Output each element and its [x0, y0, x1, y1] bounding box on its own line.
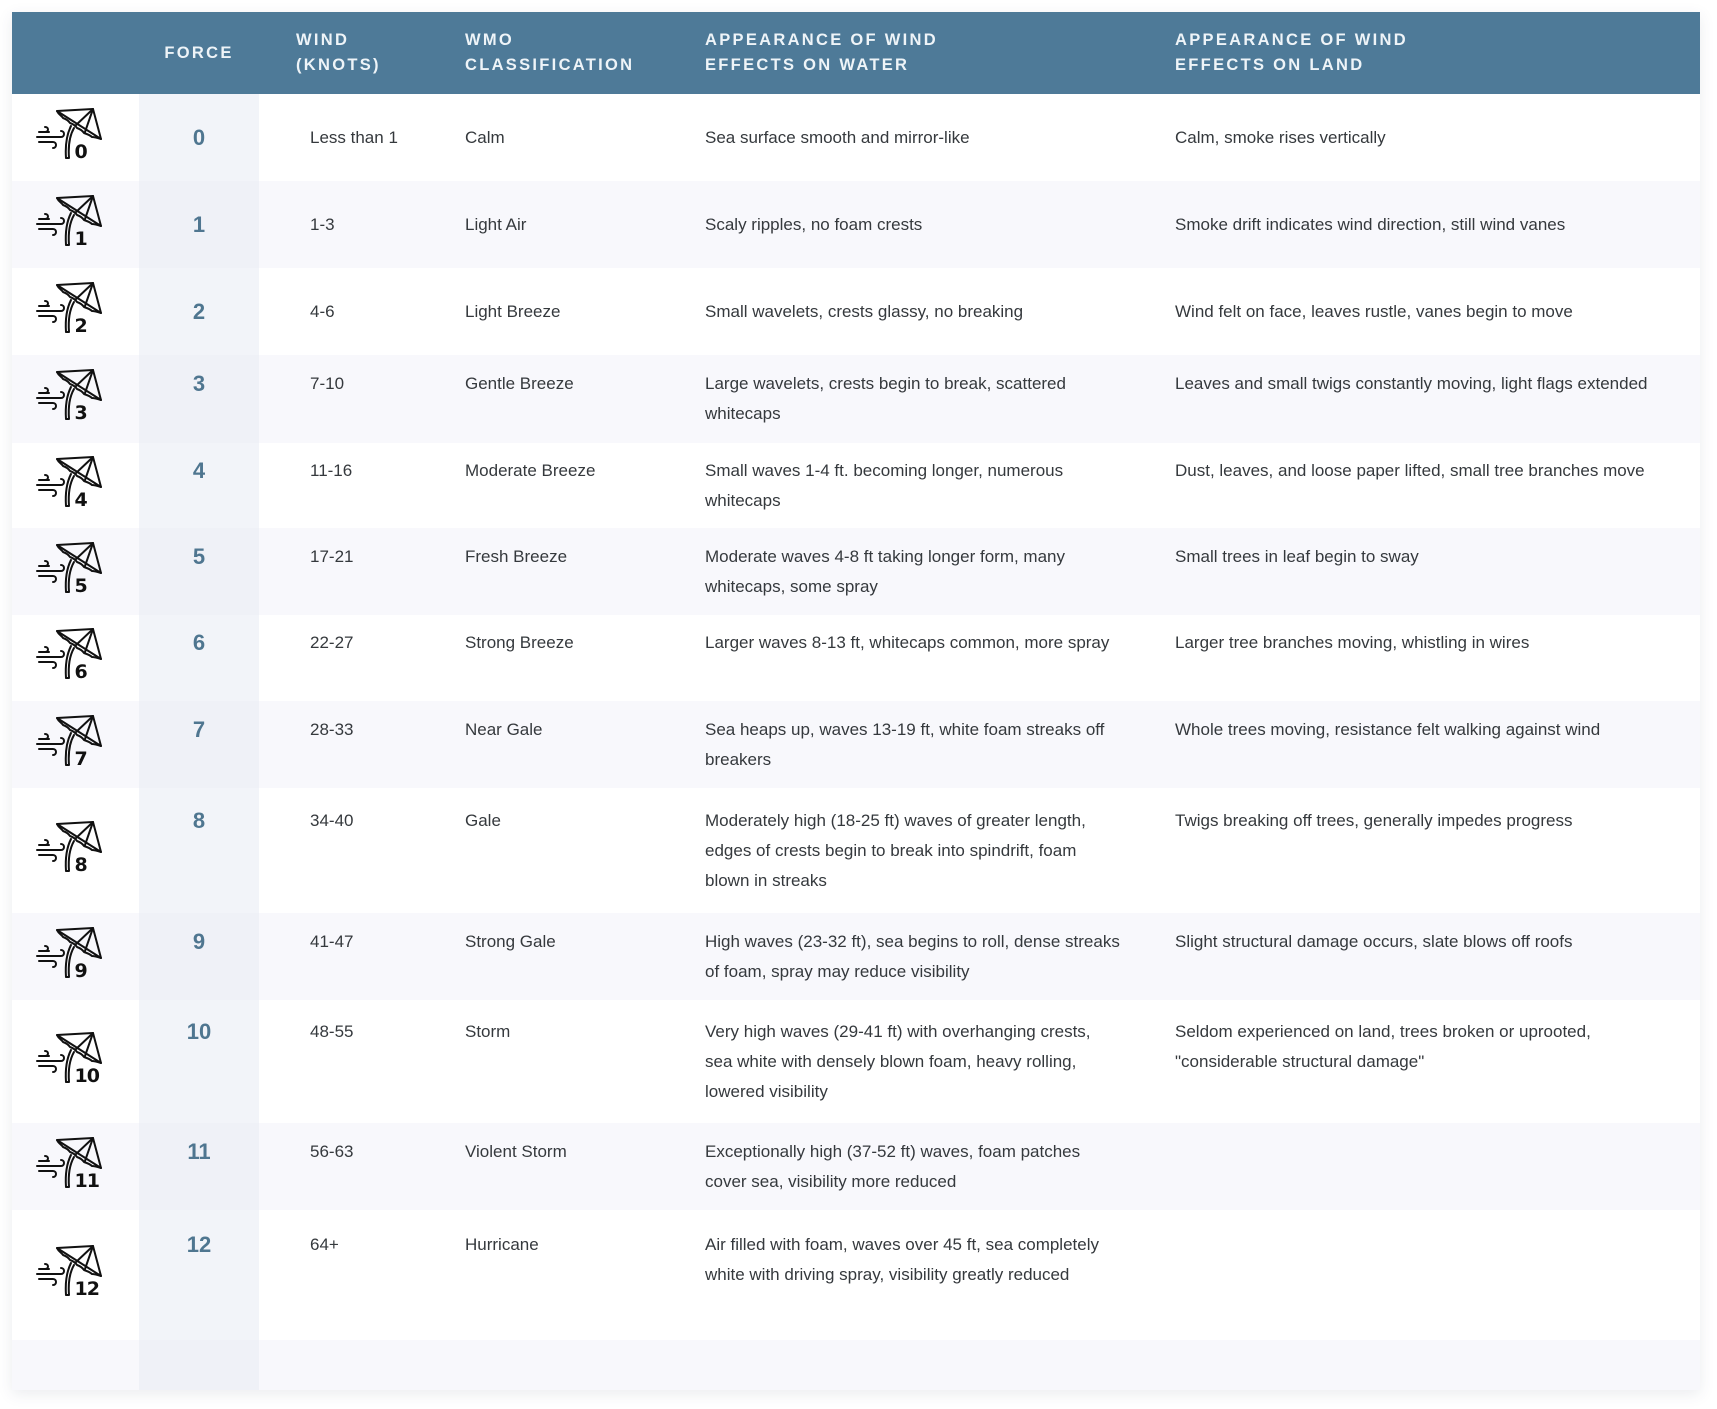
- header-wind-line2: (KNOTS): [296, 56, 381, 74]
- umbrella-wind-icon: [35, 102, 107, 164]
- table-header: [12, 12, 1700, 94]
- effects-on-land-cell: Smoke drift indicates wind direction, still wind vanes: [1160, 181, 1700, 268]
- wind-knots-cell: 64+: [259, 1210, 445, 1340]
- wind-knots-cell: 17-21: [259, 528, 445, 615]
- wind-knots-cell: 34-40: [259, 788, 445, 913]
- wind-knots-cell: 28-33: [259, 701, 445, 788]
- header-land-line1: APPEARANCE OF WIND: [1175, 31, 1408, 49]
- header-wmo-classification: [445, 12, 685, 94]
- effects-on-land-cell: [1160, 1123, 1700, 1210]
- effects-on-water-cell: Moderate waves 4-8 ft taking longer form, many whitecaps, some spray: [685, 528, 1160, 615]
- icon-cell: [12, 1000, 139, 1123]
- icon-cell: [12, 701, 139, 788]
- umbrella-wind-icon: [35, 450, 107, 512]
- wmo-classification-cell: Light Breeze: [445, 268, 685, 355]
- table-spacer-row: [12, 1340, 1700, 1390]
- wind-knots-cell: 4-6: [259, 268, 445, 355]
- table-row-force-6: [12, 615, 1700, 701]
- effects-on-land-cell: Small trees in leaf begin to sway: [1160, 528, 1700, 615]
- wmo-classification-cell: Storm: [445, 1000, 685, 1123]
- force-cell: 12: [139, 1210, 259, 1340]
- table-row-force-12: [12, 1210, 1700, 1340]
- wmo-classification-cell: Gentle Breeze: [445, 355, 685, 443]
- wmo-classification-cell: Hurricane: [445, 1210, 685, 1340]
- header-icon-column: [12, 12, 139, 94]
- table-row-force-2: [12, 268, 1700, 355]
- force-cell: 10: [139, 1000, 259, 1123]
- header-effects-on-water: [685, 12, 1160, 94]
- force-cell: 4: [139, 443, 259, 528]
- umbrella-wind-icon: [35, 921, 107, 983]
- effects-on-land-cell: Larger tree branches moving, whistling in wires: [1160, 615, 1700, 701]
- wind-knots-cell: 41-47: [259, 913, 445, 1000]
- icon-cell: [12, 788, 139, 913]
- icon-cell: [12, 615, 139, 701]
- effects-on-water-cell: Small wavelets, crests glassy, no breaking: [685, 268, 1160, 355]
- table-row-force-5: [12, 528, 1700, 615]
- table-row-force-10: [12, 1000, 1700, 1123]
- header-wind-line1: WIND: [296, 31, 350, 49]
- icon-force-number: 2: [74, 314, 88, 337]
- force-cell: 9: [139, 913, 259, 1000]
- effects-on-water-cell: Exceptionally high (37-52 ft) waves, foam patches cover sea, visibility more reduced: [685, 1123, 1160, 1210]
- wind-knots-cell: 11-16: [259, 443, 445, 528]
- effects-on-land-cell: Seldom experienced on land, trees broken or uprooted, "considerable structural damage": [1160, 1000, 1700, 1123]
- umbrella-wind-icon: [35, 276, 107, 338]
- spacer-cell: [259, 1340, 445, 1390]
- wind-knots-cell: 7-10: [259, 355, 445, 443]
- effects-on-land-cell: Whole trees moving, resistance felt walking against wind: [1160, 701, 1700, 788]
- spacer-cell: [445, 1340, 685, 1390]
- icon-force-number: 11: [74, 1169, 99, 1192]
- wind-knots-cell: 56-63: [259, 1123, 445, 1210]
- effects-on-water-cell: High waves (23-32 ft), sea begins to roll, dense streaks of foam, spray may reduce visibility: [685, 913, 1160, 1000]
- spacer-cell: [1160, 1340, 1700, 1390]
- header-effects-on-land: [1160, 12, 1700, 94]
- effects-on-water-cell: Sea heaps up, waves 13-19 ft, white foam streaks off breakers: [685, 701, 1160, 788]
- table-body: [12, 94, 1700, 1390]
- effects-on-land-cell: [1160, 1210, 1700, 1340]
- icon-cell: [12, 1123, 139, 1210]
- umbrella-wind-icon: [35, 622, 107, 684]
- umbrella-wind-icon: [35, 536, 107, 598]
- icon-cell: [12, 94, 139, 181]
- force-cell: 5: [139, 528, 259, 615]
- wmo-classification-cell: Moderate Breeze: [445, 443, 685, 528]
- effects-on-land-cell: Calm, smoke rises vertically: [1160, 94, 1700, 181]
- force-cell: 2: [139, 268, 259, 355]
- spacer-cell: [685, 1340, 1160, 1390]
- effects-on-water-cell: Moderately high (18-25 ft) waves of greater length, edges of crests begin to break into spindrift, foam blown in streaks: [685, 788, 1160, 913]
- header-land-line2: EFFECTS ON LAND: [1175, 56, 1365, 74]
- table-row-force-9: [12, 913, 1700, 1000]
- wind-knots-cell: 22-27: [259, 615, 445, 701]
- icon-cell: [12, 1210, 139, 1340]
- force-cell: 7: [139, 701, 259, 788]
- spacer-cell: [139, 1340, 259, 1390]
- effects-on-water-cell: Sea surface smooth and mirror-like: [685, 94, 1160, 181]
- effects-on-water-cell: Scaly ripples, no foam crests: [685, 181, 1160, 268]
- wmo-classification-cell: Violent Storm: [445, 1123, 685, 1210]
- icon-cell: [12, 268, 139, 355]
- wmo-classification-cell: Calm: [445, 94, 685, 181]
- icon-force-number: 4: [74, 488, 88, 511]
- force-cell: 1: [139, 181, 259, 268]
- table-row-force-4: [12, 443, 1700, 528]
- umbrella-wind-icon: [35, 1131, 107, 1193]
- effects-on-water-cell: Larger waves 8-13 ft, whitecaps common, more spray: [685, 615, 1160, 701]
- umbrella-wind-icon: [35, 815, 107, 877]
- force-cell: 11: [139, 1123, 259, 1210]
- force-cell: 0: [139, 94, 259, 181]
- header-water-line2: EFFECTS ON WATER: [705, 56, 910, 74]
- header-wind-knots: [259, 12, 445, 94]
- umbrella-wind-icon: [35, 1026, 107, 1088]
- effects-on-land-cell: Leaves and small twigs constantly moving, light flags extended: [1160, 355, 1700, 443]
- wmo-classification-cell: Light Air: [445, 181, 685, 268]
- icon-force-number: 9: [74, 959, 88, 982]
- table-row-force-7: [12, 701, 1700, 788]
- effects-on-water-cell: Small waves 1-4 ft. becoming longer, numerous whitecaps: [685, 443, 1160, 528]
- table-row-force-8: [12, 788, 1700, 913]
- icon-cell: [12, 355, 139, 443]
- header-water-line1: APPEARANCE OF WIND: [705, 31, 938, 49]
- effects-on-land-cell: Wind felt on face, leaves rustle, vanes begin to move: [1160, 268, 1700, 355]
- force-cell: 6: [139, 615, 259, 701]
- wmo-classification-cell: Gale: [445, 788, 685, 913]
- table-row-force-11: [12, 1123, 1700, 1210]
- table-row-force-1: [12, 181, 1700, 268]
- icon-force-number: 0: [74, 140, 88, 163]
- table-row-force-0: [12, 94, 1700, 181]
- icon-force-number: 6: [74, 661, 88, 683]
- header-wmo-line1: WMO: [465, 31, 515, 49]
- wmo-classification-cell: Strong Breeze: [445, 615, 685, 701]
- wmo-classification-cell: Strong Gale: [445, 913, 685, 1000]
- icon-force-number: 7: [74, 747, 88, 770]
- header-row: [12, 12, 1700, 94]
- icon-cell: [12, 913, 139, 1000]
- force-cell: 3: [139, 355, 259, 443]
- effects-on-water-cell: Air filled with foam, waves over 45 ft, sea completely white with driving spray, visibility greatly reduced: [685, 1210, 1160, 1340]
- effects-on-land-cell: Slight structural damage occurs, slate blows off roofs: [1160, 913, 1700, 1000]
- umbrella-wind-icon: [35, 709, 107, 771]
- icon-cell: [12, 528, 139, 615]
- wmo-classification-cell: Near Gale: [445, 701, 685, 788]
- beaufort-scale-table: [12, 12, 1700, 1390]
- wind-knots-cell: 48-55: [259, 1000, 445, 1123]
- effects-on-land-cell: Dust, leaves, and loose paper lifted, small tree branches move: [1160, 443, 1700, 528]
- effects-on-land-cell: Twigs breaking off trees, generally impedes progress: [1160, 788, 1700, 913]
- table-row-force-3: [12, 355, 1700, 443]
- wind-knots-cell: Less than 1: [259, 94, 445, 181]
- force-cell: 8: [139, 788, 259, 913]
- icon-force-number: 3: [74, 402, 88, 424]
- effects-on-water-cell: Very high waves (29-41 ft) with overhanging crests, sea white with densely blown foam, heavy rolling, lowered visibility: [685, 1000, 1160, 1123]
- icon-force-number: 8: [74, 853, 88, 876]
- umbrella-wind-icon: [35, 1239, 107, 1301]
- wind-knots-cell: 1-3: [259, 181, 445, 268]
- umbrella-wind-icon: [35, 189, 107, 251]
- icon-cell: [12, 443, 139, 528]
- header-wmo-line2: CLASSIFICATION: [465, 56, 635, 74]
- spacer-cell: [12, 1340, 139, 1390]
- icon-force-number: 5: [74, 574, 88, 597]
- header-force: FORCE: [139, 12, 259, 94]
- icon-force-number: 10: [74, 1064, 99, 1087]
- icon-force-number: 1: [74, 227, 88, 250]
- effects-on-water-cell: Large wavelets, crests begin to break, scattered whitecaps: [685, 355, 1160, 443]
- beaufort-scale-table-container: [12, 12, 1700, 1390]
- wmo-classification-cell: Fresh Breeze: [445, 528, 685, 615]
- umbrella-wind-icon: [35, 363, 107, 425]
- icon-cell: [12, 181, 139, 268]
- icon-force-number: 12: [74, 1278, 99, 1300]
